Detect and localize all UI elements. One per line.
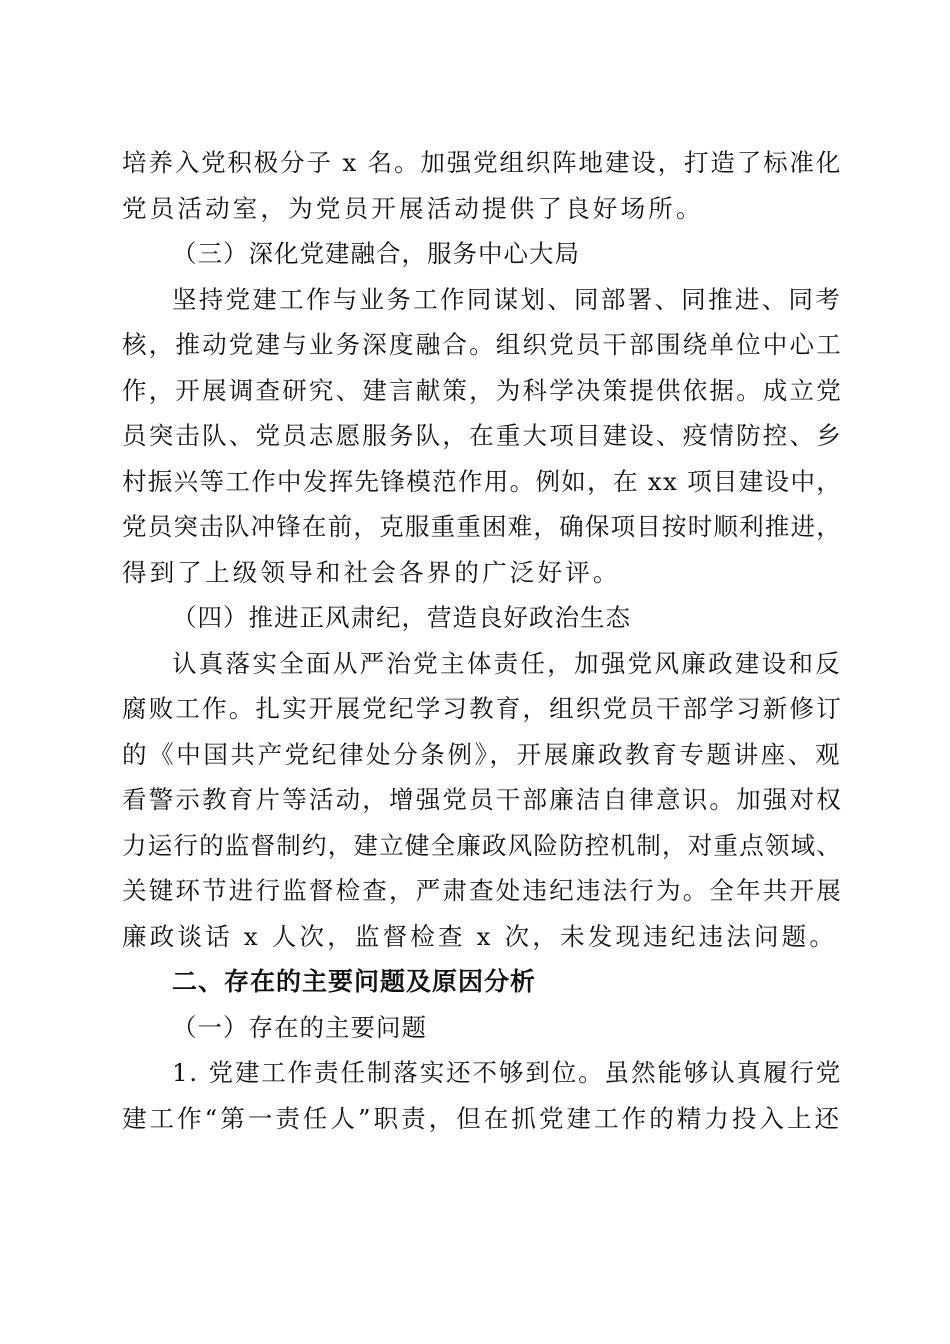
body-line: 党员活动室，为党员开展活动提供了良好场所。 [122, 194, 704, 223]
body-line: 作，开展调查研究、建言献策，为科学决策提供依据。成立党 [122, 376, 843, 405]
body-line: 认真落实全面从严治党主体责任，加强党风廉政建设和反 [172, 649, 842, 678]
sub-heading: （一）存在的主要问题 [172, 1013, 427, 1042]
part-heading: 二、存在的主要问题及原因分析 [172, 967, 537, 996]
body-line: 村振兴等工作中发挥先锋模范作用。例如，在 xx 项目建设中， [122, 467, 842, 496]
body-line: 看警示教育片等活动，增强党员干部廉洁自律意识。加强对权 [122, 785, 843, 814]
body-line: 腐败工作。扎实开展党纪学习教育，组织党员干部学习新修订 [122, 694, 843, 723]
body-line: 建工作“第一责任人”职责，但在抓党建工作的精力投入上还 [122, 1104, 842, 1133]
body-line: 培养入党积极分子 x 名。加强党组织阵地建设，打造了标准化 [122, 148, 842, 177]
section-heading-4: （四）推进正风肃纪，营造良好政治生态 [172, 603, 631, 632]
body-line: 力运行的监督制约，建立健全廉政风险防控机制，对重点领域、 [122, 831, 842, 860]
body-line: 核，推动党建与业务深度融合。组织党员干部围绕单位中心工 [122, 330, 843, 359]
body-line: 关键环节进行监督检查，严肃查处违纪违法行为。全年共开展 [122, 876, 843, 905]
body-line: 党员突击队冲锋在前，克服重重困难，确保项目按时顺利推进， [122, 512, 842, 541]
section-heading-3: （三）深化党建融合，服务中心大局 [172, 239, 580, 268]
body-line: 员突击队、党员志愿服务队，在重大项目建设、疫情防控、乡 [122, 421, 843, 450]
body-line: 坚持党建工作与业务工作同谋划、同部署、同推进、同考 [172, 285, 842, 314]
body-line: 的《中国共产党纪律处分条例》，开展廉政教育专题讲座、观 [122, 740, 842, 769]
body-line: 廉政谈话 x 人次，监督检查 x 次，未发现违纪违法问题。 [122, 922, 838, 951]
body-line: 得到了上级领导和社会各界的广泛好评。 [122, 558, 621, 587]
body-line: 1. 党建工作责任制落实还不够到位。虽然能够认真履行党 [172, 1058, 842, 1087]
